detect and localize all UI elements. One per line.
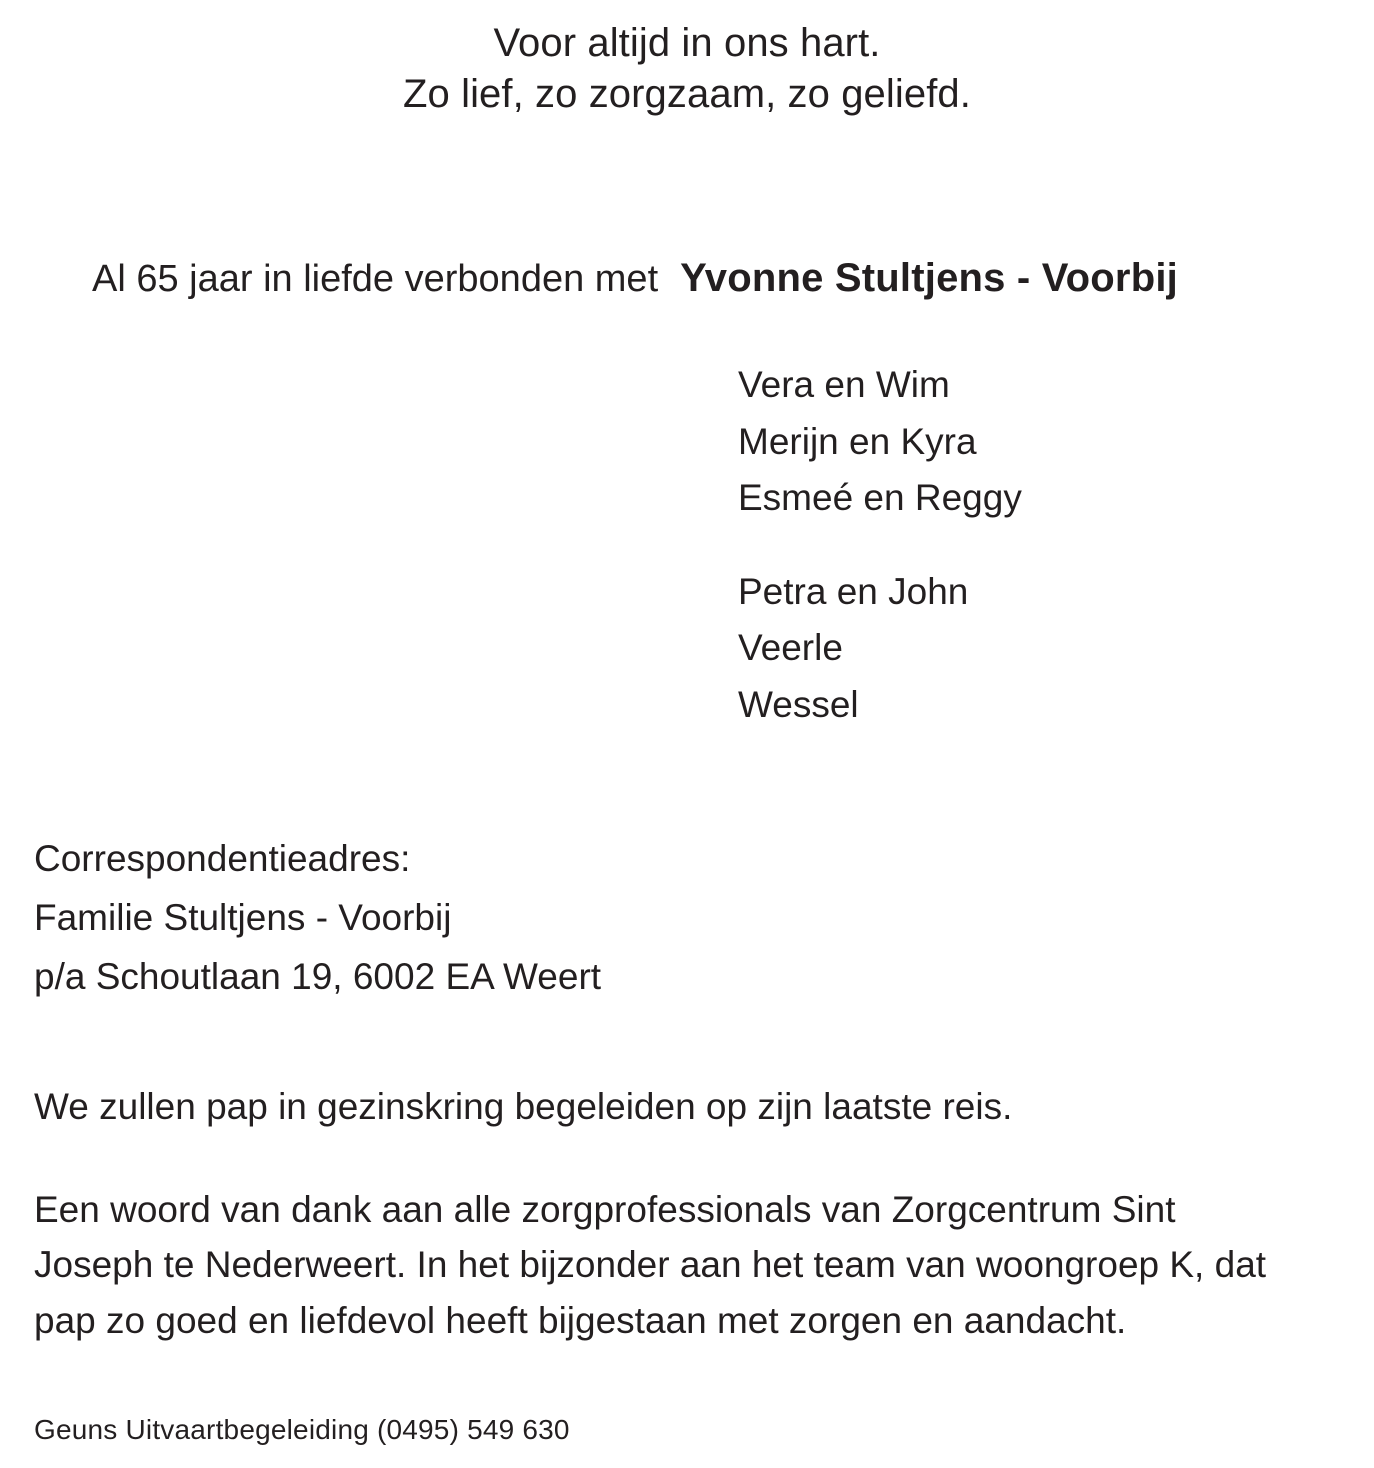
correspondence-block (0, 829, 1374, 1007)
family-line: Vera en Wim (738, 364, 950, 406)
relation-prefix: Al 65 jaar in liefde verbonden met (92, 258, 659, 301)
epitaph-line-2: Zo lief, zo zorgzaam, zo geliefd. (402, 72, 971, 117)
epitaph-block (0, 0, 1374, 120)
correspondence-label: Correspondentieadres: (34, 837, 411, 879)
correspondence-address: p/a Schoutlaan 19, 6002 EA Weert (34, 956, 602, 998)
family-line: Wessel (738, 683, 859, 725)
family-group-1 (738, 357, 1374, 526)
correspondence-family: Familie Stultjens - Voorbij (34, 896, 452, 938)
farewell-note: We zullen pap in gezinskring begeleiden op zijn laatste reis. (34, 1086, 1013, 1128)
family-group-2 (738, 564, 1374, 733)
family-line: Merijn en Kyra (738, 420, 977, 462)
family-line: Petra en John (738, 571, 969, 613)
family-line: Veerle (738, 627, 843, 669)
thanks-note: Een woord van dank aan alle zorgprofessionals van Zorgcentrum Sint Joseph te Nederweert. In het bijzonder aan het team van woongroep K, dat pap zo goed en liefdevol heeft bijgestaan met zorgen en aandacht. (34, 1188, 1267, 1341)
funeral-service-footer: Geuns Uitvaartbegeleiding (0495) 549 630 (34, 1414, 570, 1445)
family-line: Esmeé en Reggy (738, 476, 1022, 518)
spouse-name: Yvonne Stultjens - Voorbij (680, 256, 1178, 301)
epitaph-line-1: Voor altijd in ons hart. (493, 21, 881, 65)
family-names-block (0, 357, 1374, 732)
relation-row (0, 256, 1374, 301)
